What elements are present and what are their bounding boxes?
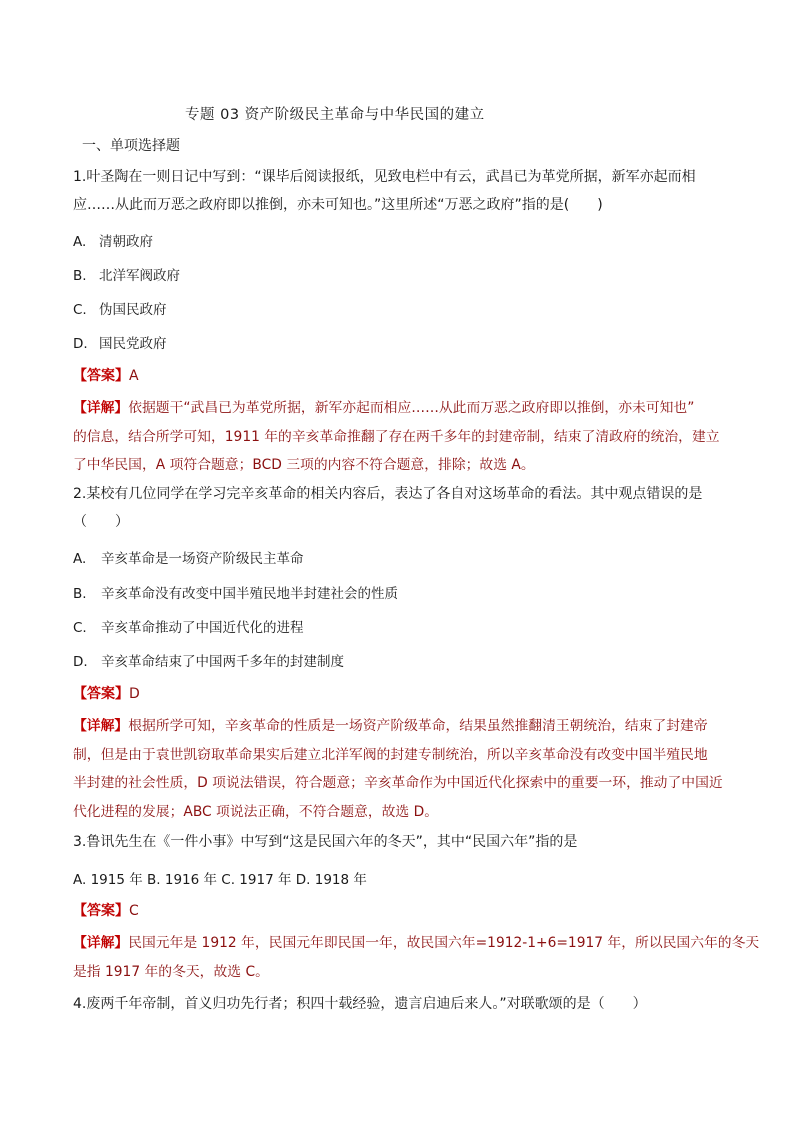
question-1-option-a: A. 清朝政府 (73, 234, 153, 250)
question-1-line: 应……从此而万恶之政府即以推倒，亦未可知也。”这里所述“万恶之政府”指的是( ) (73, 197, 603, 213)
detail-tag: 【详解】 (73, 935, 129, 951)
answer-value: D (129, 686, 140, 702)
question-2-answer (73, 683, 140, 703)
question-4-line: 4.废两千年帝制，首义归功先行者；积四十载经验，遗言启迪后来人。”对联歌颂的是（ ） (73, 996, 647, 1012)
question-1-detail: 【详解】依据题干“武昌已为革党所据，新军亦起而相应……从此而万恶之政府即以推倒，亦未可知也” 的信息，结合所学可知，1911 年的辛亥革命推翻了存在两千多年的封建帝制，结束了清政府的统治，建立 了中华民国，A 项符合题意；BCD 三项的内容不符合题意，排除；故选 A。 (73, 400, 720, 473)
section-heading: 一、单项选择题 (82, 138, 180, 154)
answer-value: C (129, 903, 139, 919)
answer-tag: 【答案】 (73, 903, 129, 919)
question-3-detail: 【详解】民国元年是 1912 年，民国元年即民国一年，故民国六年=1912-1+6=1917 年，所以民国六年的冬天 是指 1917 年的冬天，故选 C。 (73, 935, 760, 980)
question-1-option-d: D. 国民党政府 (73, 336, 167, 352)
question-2-option-b: B. 辛亥革命没有改变中国半殖民地半封建社会的性质 (73, 586, 398, 602)
detail-tag: 【详解】 (73, 400, 129, 416)
question-3-options: A. 1915 年 B. 1916 年 C. 1917 年 D. 1918 年 (73, 872, 367, 888)
answer-tag: 【答案】 (73, 686, 129, 702)
page-title: 专题 03 资产阶级民主革命与中华民国的建立 (185, 107, 485, 123)
question-2-stem (73, 480, 723, 536)
question-1-answer (73, 365, 139, 385)
question-2-option-d: D. 辛亥革命结束了中国两千多年的封建制度 (73, 654, 344, 670)
question-4-stem (73, 990, 723, 1018)
question-1-stem (73, 163, 723, 219)
question-3-stem (73, 828, 723, 856)
question-2-detail: 【详解】根据所学可知，辛亥革命的性质是一场资产阶级革命，结果虽然推翻清王朝统治，结束了封建帝 制，但是由于袁世凯窃取革命果实后建立北洋军阀的封建专制统治，所以辛亥革命没有改变中国半殖民地 半封建的社会性质，D 项说法错误，符合题意；辛亥革命作为中国近代化探索中的重要一环，推动了中国近 代化进程的发展；ABC 项说法正确，不符合题意，故选 D。 (73, 718, 723, 820)
question-2-option-a: A. 辛亥革命是一场资产阶级民主革命 (73, 551, 304, 567)
question-2-line: 2.某校有几位同学在学习完辛亥革命的相关内容后，表达了各自对这场革命的看法。其中观点错误的是 (73, 486, 703, 502)
answer-tag: 【答案】 (73, 368, 129, 384)
question-2-line: （ ） (73, 514, 129, 530)
answer-value: A (129, 368, 139, 384)
question-1-option-b: B. 北洋军阀政府 (73, 268, 180, 284)
question-3-answer (73, 900, 139, 920)
question-1-option-c: C. 伪国民政府 (73, 302, 167, 318)
question-2-option-c: C. 辛亥革命推动了中国近代化的进程 (73, 620, 304, 636)
question-3-line: 3.鲁讯先生在《一件小事》中写到“这是民国六年的冬天”，其中“民国六年”指的是 (73, 834, 578, 850)
detail-tag: 【详解】 (73, 718, 129, 734)
question-1-line: 1.叶圣陶在一则日记中写到：“课毕后阅读报纸，见致电栏中有云，武昌已为革党所据，新军亦起而相 (73, 169, 696, 185)
